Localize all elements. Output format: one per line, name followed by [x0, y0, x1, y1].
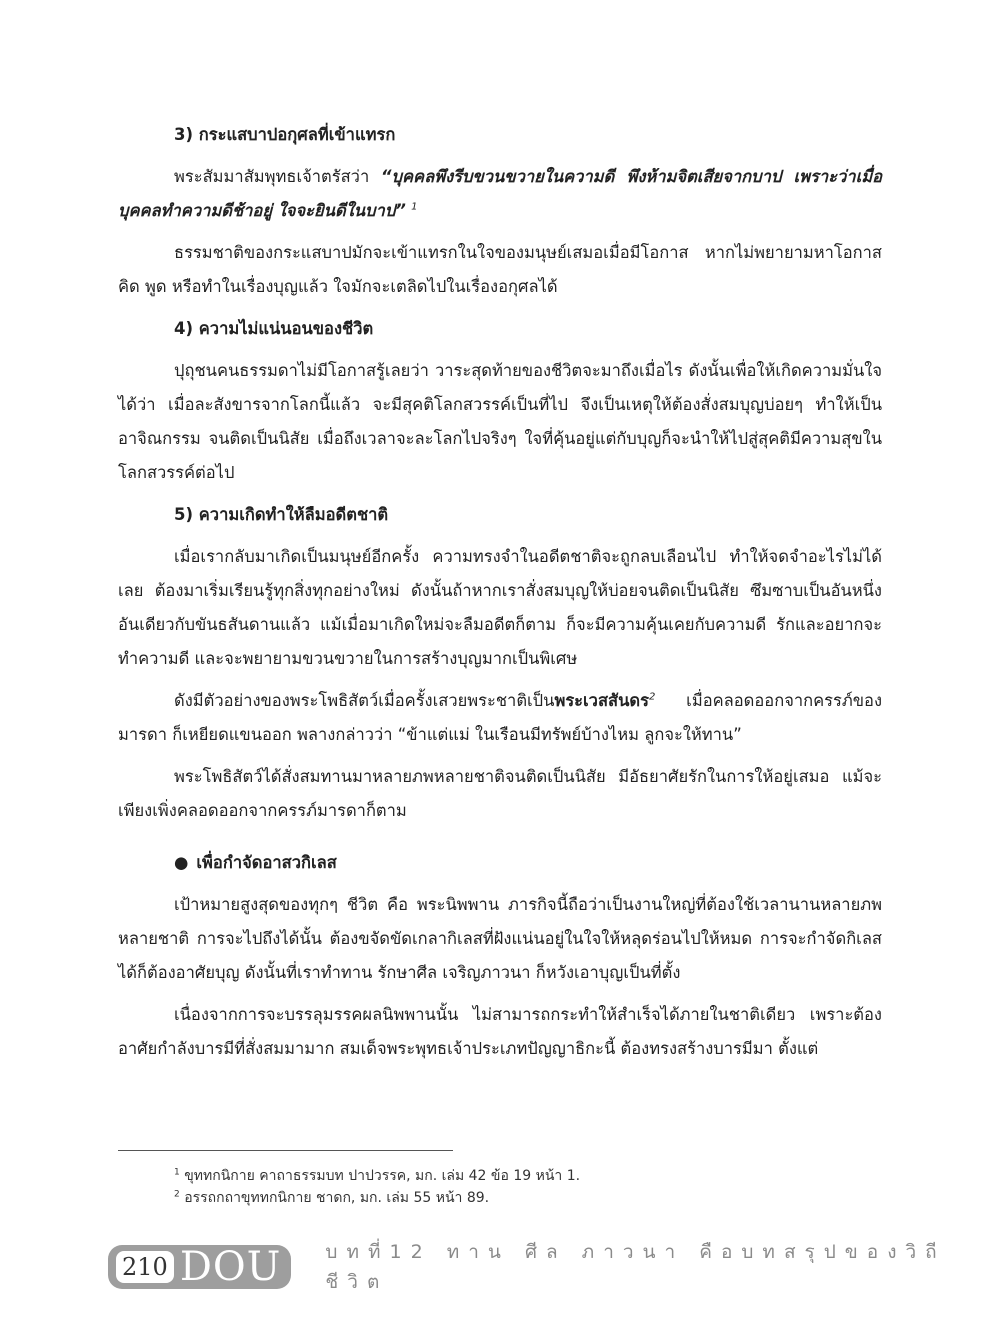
- paragraph: พระโพธิสัตว์ได้สั่งสมทานมาหลายภพหลายชาติจนติดเป็นนิสัย มีอัธยาศัยรักในการให้อยู่เสมอ แม้จะเพียงเพิ่งคลอดออกจากครรภ์มารดาก็ตาม: [118, 767, 882, 820]
- paragraph: เนื่องจากการจะบรรลุมรรคผลนิพพานนั้น ไม่สามารถกระทำให้สำเร็จได้ภายในชาติเดียว เพราะต้องอาศัยกำลังบารมีที่สั่งสมมามาก สมเด็จพระพุทธเจ้าประเภทปัญญาธิกะนี้ ต้องทรงสร้างบารมีมา ตั้งแต่: [118, 1005, 882, 1058]
- paragraph: [118, 684, 882, 752]
- footnote-number: 1: [174, 1167, 180, 1178]
- body-text: [118, 118, 882, 1074]
- page-footer: [108, 1243, 1000, 1291]
- bullet-heading-text: เพื่อกำจัดอาสวกิเลส: [196, 853, 337, 872]
- footnote-number: 2: [174, 1189, 180, 1200]
- footnote-ref: 1: [411, 201, 418, 213]
- paragraph: ปุถุชนคนธรรมดาไม่มีโอกาสรู้เลยว่า วาระสุดท้ายของชีวิตจะมาถึงเมื่อไร ดังนั้นเพื่อให้เกิดความมั่นใจได้ว่า เมื่อละสังขารจากโลกนี้แล้ว จะมีสุคติโลกสวรรค์เป็นที่ไป จึงเป็นเหตุให้ต้องสั่งสมบุญบ่อยๆ ทำให้เป็นอาจิณกรรม จนติดเป็นนิสัย เมื่อถึงเวลาจะละโลกไปจริงๆ ใจที่คุ้นอยู่แต่กับบุญก็จะนำให้ไปสู่สุคติมีความสุขในโลกสวรรค์ต่อไป: [118, 361, 882, 482]
- quote-lead: พระสัมมาสัมพุทธเจ้าตรัสว่า: [174, 167, 381, 186]
- footnote-ref: 2: [648, 691, 656, 703]
- paragraph: ธรรมชาติของกระแสบาปมักจะเข้าแทรกในใจของมนุษย์เสมอเมื่อมีโอกาส หากไม่พยายามหาโอกาสคิด พูด หรือทำในเรื่องบุญแล้ว ใจมักจะเตลิดไปในเรื่องอกุศลได้: [118, 243, 882, 296]
- footnote-text: อรรถกถาขุททกนิกาย ชาดก, มก. เล่ม 55 หน้า 89.: [184, 1190, 490, 1206]
- page-number: 210: [116, 1251, 174, 1283]
- bullet-dot-icon: ●: [174, 853, 189, 872]
- brand-logo: DOU: [179, 1244, 282, 1290]
- page-number-badge: [108, 1245, 291, 1289]
- paragraph: เป้าหมายสูงสุดของทุกๆ ชีวิต คือ พระนิพพาน ภารกิจนี้ถือว่าเป็นงานใหญ่ที่ต้องใช้เวลานานหลายภพหลายชาติ การจะไปถึงได้นั้น ต้องขจัดขัดเกลากิเลสที่ฝังแน่นอยู่ในใจให้หลุดร่อนไปให้หมด การจะกำจัดกิเลสได้ก็ต้องอาศัยบุญ ดังนั้นที่เราทำทาน รักษาศีล เจริญภาวนา ก็หวังเอาบุญเป็นที่ตั้ง: [118, 895, 882, 982]
- paragraph: เมื่อเรากลับมาเกิดเป็นมนุษย์อีกครั้ง ความทรงจำในอดีตชาติจะถูกลบเลือนไป ทำให้จดจำอะไรไม่ได้เลย ต้องมาเริ่มเรียนรู้ทุกสิ่งทุกอย่างใหม่ ดังนั้นถ้าหากเราสั่งสมบุญให้บ่อยจนติดเป็นนิสัย ซึมซาบเป็นอันหนึ่งอันเดียวกับขันธสันดานแล้ว แม้เมื่อมาเกิดใหม่จะลืมอดีตก็ตาม ก็จะมีความคุ้นเคยกับความดี รักและอยากจะทำความดี และจะพยายามขวนขวายในการสร้างบุญมากเป็นพิเศษ: [118, 547, 882, 668]
- bullet-heading: [174, 846, 882, 880]
- footnote: [174, 1187, 580, 1209]
- footnotes: [174, 1165, 580, 1209]
- footnote-divider: [118, 1150, 453, 1151]
- footnote-text: ขุททกนิกาย คาถาธรรมบท ปาปวรรค, มก. เล่ม 42 ข้อ 19 หน้า 1.: [184, 1168, 581, 1184]
- text-span: ดังมีตัวอย่างของพระโพธิสัตว์เมื่อครั้งเสวยพระชาติเป็น: [174, 691, 555, 710]
- paragraph: [118, 160, 882, 228]
- section-heading: 4) ความไม่แน่นอนของชีวิต: [174, 319, 374, 338]
- section-heading: 3) กระแสบาปอกุศลที่เข้าแทรก: [174, 125, 396, 144]
- chapter-title: บทที่12 ทาน ศีล ภาวนา คือบทสรุปของวิถีชีวิต: [325, 1241, 946, 1293]
- bold-term: พระเวสสันดร: [554, 691, 649, 710]
- section-heading: 5) ความเกิดทำให้ลืมอดีตชาติ: [174, 505, 389, 524]
- footnote: [174, 1165, 580, 1187]
- text-span: เมื่อคลอดออกจากครรภ์ของมารดา ก็เหยียดแขนออก พลางกล่าวว่า “ข้าแต่แม่ ในเรือนมีทรัพย์บ้างไหม ลูกจะให้ทาน”: [118, 691, 882, 744]
- quote-text: “บุคคลพึงรีบขวนขวายในความดี พึงห้ามจิตเสียจากบาป เพราะว่าเมื่อบุคคลทำความดีช้าอยู่ ใจจะยินดีในบาป”: [118, 167, 882, 220]
